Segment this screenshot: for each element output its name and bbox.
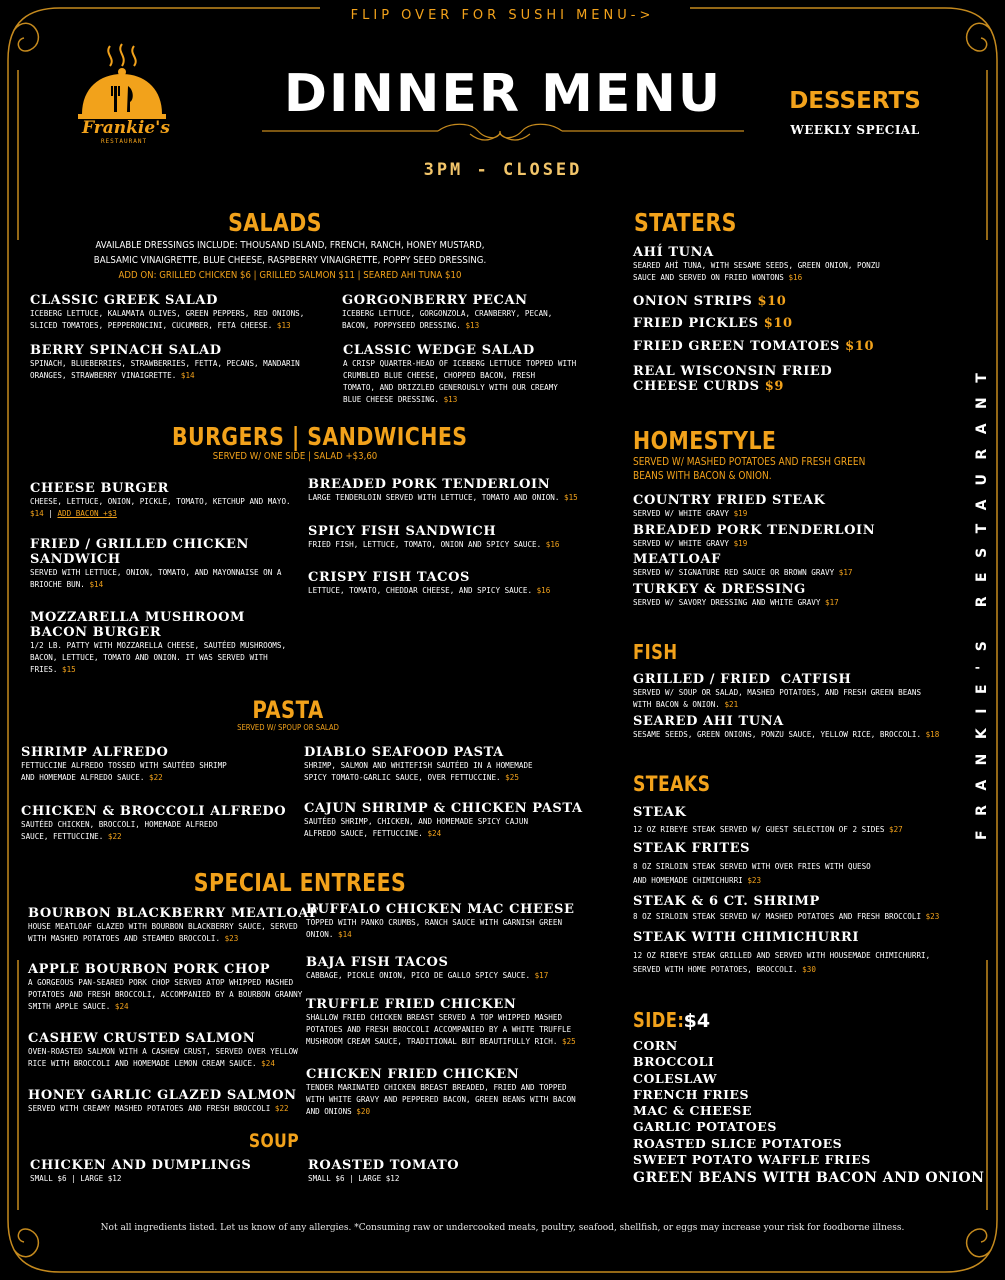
- flip-over-note: FLIP OVER FOR SUSHI MENU->: [350, 8, 655, 23]
- list-item: COLESLAW: [633, 1070, 718, 1086]
- menu-item: CRISPY FISH TACOS LETTUCE, TOMATO, CHEDDAR CHEESE, AND SPICY SAUCE. $16: [308, 570, 551, 595]
- item-name-line-2: SANDWICH: [30, 552, 121, 567]
- item-name: STEAK WITH CHIMICHURRI: [633, 930, 860, 945]
- item-price: $14: [89, 580, 104, 589]
- desserts-title: DESSERTS: [789, 88, 921, 114]
- item-price: $16: [788, 273, 803, 282]
- item-desc: SMALL $6 | LARGE $12: [30, 1174, 122, 1183]
- menu-item: GRILLED / FRIED CATFISH SERVED W/ SOUP OR SALAD, MASHED POTATOES, AND FRESH GREEN BEANS WITH BACON & ONION. $21: [633, 672, 922, 709]
- menu-item: DIABLO SEAFOOD PASTA SHRIMP, SALMON AND WHITEFISH SAUTÉED IN A HOMEMADE SPICY TOMATO-GARLIC SAUCE, OVER FETTUCCINE. $25: [304, 745, 533, 782]
- menu-item: CLASSIC WEDGE SALAD A CRISP QUARTER-HEAD OF ICEBERG LETTUCE TOPPED WITH CRUMBLED BLUE CHEESE, CHOPPED BACON, FRESH TOMATO, AND DRIZZLED GENEROUSLY WITH OUR CREAMY BLUE CHEESE DRESSING. $13: [343, 343, 577, 404]
- item-name: HONEY GARLIC GLAZED SALMON: [28, 1088, 297, 1103]
- item-name-line-2: BACON BURGER: [30, 625, 162, 640]
- item-name: MOZZARELLA MUSHROOM: [30, 610, 246, 625]
- entrees-title: SPECIAL ENTREES: [193, 868, 407, 897]
- menu-item: CHICKEN FRIED CHICKEN TENDER MARINATED CHICKEN BREAST BREADED, FRIED AND TOPPED WITH WHITE GRAVY AND PEPPERED BACON, GREEN BEANS WITH BACON AND ONIONS $20: [306, 1067, 576, 1116]
- item-price: $13: [276, 321, 291, 330]
- menu-item: BREADED PORK TENDERLOIN LARGE TENDERLOIN SERVED WITH LETTUCE, TOMATO AND ONION. $15: [308, 477, 578, 502]
- burgers-title: BURGERS | SANDWICHES: [172, 422, 468, 451]
- item-name: TURKEY & DRESSING: [633, 582, 806, 597]
- item-name: BOURBON BLACKBERRY MEATLOAF: [28, 906, 319, 921]
- item-price: $23: [224, 934, 239, 943]
- item-price: $21: [724, 700, 739, 709]
- menu-item: GORGONBERRY PECAN ICEBERG LETTUCE, GORGONZOLA, CRANBERRY, PECAN, BACON, POPPYSEED DRESSING. $13: [342, 293, 553, 330]
- menu-item: ONION STRIPS $10: [633, 294, 787, 309]
- sides-title: SIDE:: [633, 1008, 685, 1032]
- item-name: STEAK & 6 CT. SHRIMP: [633, 894, 820, 909]
- item-name: CHICKEN FRIED CHICKEN: [306, 1067, 520, 1082]
- addon-line: ADD ON: GRILLED CHICKEN $6 | GRILLED SALMON $11 | SEARED AHI TUNA $10: [118, 270, 462, 281]
- item-price: $15: [62, 665, 76, 674]
- item-name: BAJA FISH TACOS: [306, 955, 449, 970]
- dressings-line-1: AVAILABLE DRESSINGS INCLUDE: THOUSAND ISLAND, FRENCH, RANCH, HONEY MUSTARD,: [95, 240, 485, 251]
- item-price: $10: [845, 339, 875, 354]
- sides-list: [633, 1038, 984, 1188]
- item-name: STEAK: [633, 805, 687, 820]
- item-name: BUFFALO CHICKEN MAC CHEESE: [306, 902, 575, 917]
- menu-item: AHÍ TUNA SEARED AHÍ TUNA, WITH SESAME SEEDS, GREEN ONION, PONZU SAUCE AND SERVED ON FRIED WONTONS $16: [633, 245, 880, 282]
- menu-item: COUNTRY FRIED STEAK SERVED W/ WHITE GRAVY $19: [633, 493, 826, 518]
- item-price: $10: [757, 294, 787, 309]
- item-price: $20: [356, 1107, 371, 1116]
- item-price: $23: [747, 876, 762, 885]
- item-name: COUNTRY FRIED STEAK: [633, 493, 826, 508]
- item-price: $23: [925, 912, 940, 921]
- menu-item: BERRY SPINACH SALAD SPINACH, BLUEBERRIES, STRAWBERRIES, FETTA, PECANS, MANDARIN ORANGES, STRAWBERRY VINAIGRETTE. $14: [30, 343, 300, 380]
- menu-item: BOURBON BLACKBERRY MEATLOAF HOUSE MEATLOAF GLAZED WITH BOURBON BLACKBERRY SAUCE, SERVED WITH MASHED POTATOES AND STEAMED BROCCOLI. $23: [28, 906, 319, 943]
- item-price: $30: [802, 965, 816, 974]
- item-name: FRIED / GRILLED CHICKEN: [30, 537, 250, 552]
- menu-item: APPLE BOURBON PORK CHOP A GORGEOUS PAN-SEARED PORK CHOP SERVED ATOP WHIPPED MASHED POTATOES AND FRESH BROCCOLI, ACCOMPANIED BY A BOURBON GRANNY SMITH APPLE SAUCE. $24: [28, 962, 303, 1011]
- item-name: CRISPY FISH TACOS: [308, 570, 471, 585]
- dressings-line-2: BALSAMIC VINAIGRETTE, BLUE CHEESE, RASPBERRY VINAIGRETTE, POPPY SEED DRESSING.: [93, 255, 487, 266]
- logo-name: Frankie's: [82, 118, 170, 138]
- item-price: $14: [30, 509, 44, 518]
- item-name: TRUFFLE FRIED CHICKEN: [306, 997, 517, 1012]
- item-name: AHÍ TUNA: [633, 245, 714, 260]
- menu-item: MEATLOAF SERVED W/ SIGNATURE RED SAUCE OR BROWN GRAVY $17: [633, 552, 853, 577]
- item-name: CLASSIC GREEK SALAD: [30, 293, 218, 308]
- item-name: CHEESE BURGER: [30, 481, 170, 496]
- item-name: SEARED AHI TUNA: [633, 714, 784, 729]
- menu-item: CLASSIC GREEK SALAD ICEBERG LETTUCE, KALAMATA OLIVES, GREEN PEPPERS, RED ONIONS, SLICED TOMATOES, PEPPERONCINI, CUCUMBER, FETA CHEESE. $13: [30, 293, 305, 330]
- item-price: $22: [149, 773, 163, 782]
- vertical-brand: FRANKIE'S RESTAURANT: [974, 358, 990, 840]
- item-name: SHRIMP ALFREDO: [21, 745, 169, 760]
- item-desc: SMALL $6 | LARGE $12: [308, 1174, 400, 1183]
- menu-item: CHEESE BURGER CHEESE, LETTUCE, ONION, PICKLE, TOMATO, KETCHUP AND MAYO. $14 | ADD BACON +$3: [30, 481, 291, 518]
- menu-item: FRIED / GRILLED CHICKEN SANDWICH SERVED WITH LETTUCE, ONION, TOMATO, AND MAYONNAISE ON A BRIOCHE BUN. $14: [30, 537, 282, 589]
- salads-title: SALADS: [228, 208, 322, 237]
- menu-item: STEAK WITH CHIMICHURRI 12 OZ RIBEYE STEAK GRILLED AND SERVED WITH HOUSEMADE CHIMICHURRI, SERVED WITH HOME POTATOES, BROCCOLI. $30: [633, 930, 931, 974]
- item-price: $22: [274, 1104, 289, 1113]
- item-price: $27: [889, 825, 903, 834]
- list-item: SWEET POTATO WAFFLE FRIES: [633, 1152, 871, 1168]
- menu-item: CAJUN SHRIMP & CHICKEN PASTA SAUTÉED SHRIMP, CHICKEN, AND HOMEMADE SPICY CAJUN ALFREDO SAUCE, FETTUCCINE. $24: [304, 801, 583, 838]
- item-price: $17: [534, 971, 549, 980]
- menu-item: [308, 1158, 459, 1185]
- menu-item: HONEY GARLIC GLAZED SALMON SERVED WITH CREAMY MASHED POTATOES AND FRESH BROCCOLI $22: [28, 1088, 297, 1113]
- item-price: $19: [733, 539, 748, 548]
- add-bacon-option: ADD BACON +$3: [57, 509, 117, 518]
- menu-item: MOZZARELLA MUSHROOM BACON BURGER 1/2 LB. PATTY WITH MOZZARELLA CHEESE, SAUTÉED MUSHROOMS, BACON, LETTUCE, TOMATO AND ONION. IT WAS SERVED WITH FRIES. $15: [30, 610, 287, 674]
- item-name: CHICKEN AND DUMPLINGS: [30, 1158, 252, 1173]
- item-name: SPICY FISH SANDWICH: [308, 524, 497, 539]
- menu-item: STEAK & 6 CT. SHRIMP 8 OZ SIRLOIN STEAK SERVED W/ MASHED POTATOES AND FRESH BROCCOLI $23: [633, 894, 940, 921]
- menu-item: STEAK 12 OZ RIBEYE STEAK SERVED W/ GUEST SELECTION OF 2 SIDES $27: [633, 805, 903, 834]
- item-name: BERRY SPINACH SALAD: [30, 343, 222, 358]
- item-price: $14: [180, 371, 195, 380]
- item-price: $13: [443, 395, 458, 404]
- item-price: $16: [536, 586, 551, 595]
- item-name: CLASSIC WEDGE SALAD: [343, 343, 535, 358]
- item-name: STEAK FRITES: [633, 841, 751, 856]
- item-price: $9: [764, 379, 785, 394]
- item-price: $10: [763, 316, 793, 331]
- hours-label: 3PM - CLOSED: [423, 160, 583, 180]
- item-price: $24: [114, 1002, 129, 1011]
- menu-item: BUFFALO CHICKEN MAC CHEESE TOPPED WITH PANKO CRUMBS, RANCH SAUCE WITH GARNISH GREEN ONION. $14: [306, 902, 575, 939]
- allergy-disclaimer: Not all ingredients listed. Let us know of any allergies. *Consuming raw or undercooked meats, poultry, seafood, shellfish, or eggs may increase your risk for foodborne illness.: [100, 1223, 905, 1233]
- item-name: GORGONBERRY PECAN: [342, 293, 528, 308]
- list-item: GREEN BEANS WITH BACON AND ONION: [633, 1170, 985, 1187]
- list-item: GARLIC POTATOES: [633, 1119, 777, 1135]
- item-name: CHICKEN & BROCCOLI ALFREDO: [21, 804, 287, 819]
- item-name: CAJUN SHRIMP & CHICKEN PASTA: [304, 801, 583, 816]
- fish-title: FISH: [633, 640, 678, 664]
- item-price: $17: [838, 568, 853, 577]
- list-item: ROASTED SLICE POTATOES: [633, 1135, 843, 1151]
- item-name: APPLE BOURBON PORK CHOP: [28, 962, 271, 977]
- item-price: $24: [261, 1059, 275, 1068]
- item-name: MEATLOAF: [633, 552, 721, 567]
- soup-title: SOUP: [248, 1130, 300, 1152]
- menu-item: TRUFFLE FRIED CHICKEN SHALLOW FRIED CHICKEN BREAST SERVED A TOP WHIPPED MASHED POTATOES AND FRESH BROCCOLI ACCOMPANIED BY A WHITE TRUFFLE MUSHROOM CREAM SAUCE, TRADITIONAL BUT BEAUTIFULLY RICH. $25: [306, 997, 576, 1046]
- list-item: BROCCOLI: [633, 1054, 715, 1070]
- menu-item: SHRIMP ALFREDO FETTUCCINE ALFREDO TOSSED WITH SAUTÉED SHRIMP AND HOMEMADE ALFREDO SAUCE. $22: [21, 745, 227, 782]
- menu-item: STEAK FRITES 8 OZ SIRLOIN STEAK SERVED WITH OVER FRIES WITH QUESO AND HOMEMADE CHIMICHURRI $23: [633, 841, 871, 885]
- item-price: $14: [338, 930, 352, 939]
- item-price: $25: [505, 773, 519, 782]
- item-price: $22: [107, 832, 122, 841]
- item-price: $16: [545, 540, 560, 549]
- menu-item: CASHEW CRUSTED SALMON OVEN-ROASTED SALMON WITH A CASHEW CRUST, SERVED OVER YELLOW RICE WITH BROCCOLI AND HOMEMADE LEMON CREAM SAUCE. $24: [28, 1031, 298, 1068]
- menu-item: BAJA FISH TACOS CABBAGE, PICKLE ONION, PICO DE GALLO SPICY SAUCE. $17: [306, 955, 549, 980]
- menu-item: SEARED AHI TUNA SESAME SEEDS, GREEN ONIONS, PONZU SAUCE, YELLOW RICE, BROCCOLI. $18: [633, 714, 940, 739]
- menu-item: FRIED GREEN TOMATOES $10: [633, 339, 875, 354]
- item-price: $19: [733, 509, 748, 518]
- homestyle-title: HOMESTYLE: [633, 426, 777, 455]
- item-price: $25: [562, 1037, 576, 1046]
- menu-item: CHICKEN & BROCCOLI ALFREDO SAUTÉED CHICKEN, BROCCOLI, HOMEMADE ALFREDO SAUCE, FETTUCCINE. $22: [21, 804, 287, 841]
- pasta-title: PASTA: [252, 696, 324, 724]
- menu-item: BREADED PORK TENDERLOIN SERVED W/ WHITE GRAVY $19: [633, 523, 876, 548]
- item-name: GRILLED / FRIED CATFISH: [633, 672, 852, 687]
- item-price: $24: [427, 829, 442, 838]
- list-item: CORN: [633, 1038, 678, 1053]
- item-name: BREADED PORK TENDERLOIN: [633, 523, 876, 538]
- list-item: MAC & CHEESE: [633, 1103, 752, 1119]
- restaurant-logo: [78, 42, 168, 152]
- menu-item: REAL WISCONSIN FRIED CHEESE CURDS $9: [633, 364, 833, 394]
- menu-item: SPICY FISH SANDWICH FRIED FISH, LETTUCE, TOMATO, ONION AND SPICY SAUCE. $16: [308, 524, 560, 549]
- sides-heading: [633, 1008, 710, 1032]
- menu-item: FRIED PICKLES $10: [633, 316, 793, 331]
- item-price: $15: [564, 493, 578, 502]
- sides-price: $4: [683, 1010, 711, 1032]
- page-title: DINNER MENU: [283, 64, 723, 124]
- logo-subtitle: RESTAURANT: [100, 138, 148, 145]
- item-name: CASHEW CRUSTED SALMON: [28, 1031, 256, 1046]
- item-name: BREADED PORK TENDERLOIN: [308, 477, 551, 492]
- homestyle-subtitle: SERVED W/ MASHED POTATOES AND FRESH GREEN BEANS WITH BACON & ONION.: [633, 456, 866, 482]
- starters-title: STATERS: [634, 208, 737, 237]
- item-price: $18: [925, 730, 940, 739]
- item-name: ROASTED TOMATO: [308, 1158, 460, 1173]
- item-price: $13: [465, 321, 480, 330]
- list-item: FRENCH FRIES: [633, 1086, 749, 1102]
- pasta-subtitle: SERVED W/ SPOUP OR SALAD: [237, 723, 339, 732]
- item-price: $17: [825, 598, 839, 607]
- menu-item: TURKEY & DRESSING SERVED W/ SAVORY DRESSING AND WHITE GRAVY $17: [633, 582, 839, 607]
- burgers-subtitle: SERVED W/ ONE SIDE | SALAD +$3,60: [212, 451, 378, 462]
- desserts-subtitle: WEEKLY SPECIAL: [790, 123, 920, 137]
- item-name: DIABLO SEAFOOD PASTA: [304, 745, 504, 760]
- menu-item: [30, 1158, 251, 1185]
- steaks-title: STEAKS: [633, 772, 711, 796]
